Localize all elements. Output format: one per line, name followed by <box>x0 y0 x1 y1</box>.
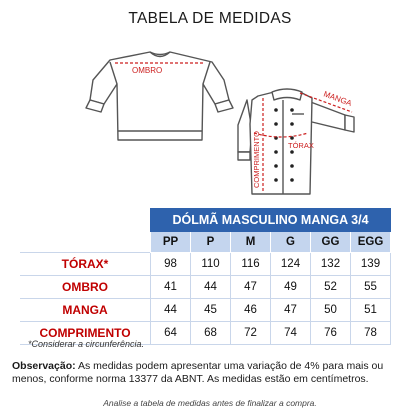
size-header-egg: EGG <box>351 232 391 253</box>
torax-label: TÓRAX <box>288 141 314 150</box>
observation-text <box>12 360 412 386</box>
table-cell: 124 <box>271 253 311 276</box>
table-cell: 74 <box>271 322 311 345</box>
footnote: *Considerar a circunferência. <box>28 339 145 349</box>
table-cell: 47 <box>231 276 271 299</box>
manga-label: MANGA <box>322 89 353 108</box>
table-cell: 68 <box>191 322 231 345</box>
table-row-ombro <box>20 276 391 299</box>
table-cell: 44 <box>151 299 191 322</box>
row-label: TÓRAX* <box>20 253 151 276</box>
size-header-pp: PP <box>151 232 191 253</box>
ombro-label: OMBRO <box>132 66 163 75</box>
observation-body: As medidas podem apresentar uma variação de 4% para mais ou menos, conforme norma 13377 da ABNT. As medidas estão em centímetros. <box>12 360 384 385</box>
table-cell: 98 <box>151 253 191 276</box>
size-header-g: G <box>271 232 311 253</box>
page-title: TABELA DE MEDIDAS <box>128 10 292 27</box>
size-header-gg: GG <box>311 232 351 253</box>
table-cell: 44 <box>191 276 231 299</box>
table-title: DÓLMÃ MASCULINO MANGA 3/4 <box>151 209 391 232</box>
row-label: MANGA <box>20 299 151 322</box>
size-header-row <box>20 232 391 253</box>
table-cell: 52 <box>311 276 351 299</box>
row-label: OMBRO <box>20 276 151 299</box>
table-cell: 50 <box>311 299 351 322</box>
table-cell: 132 <box>311 253 351 276</box>
size-table <box>20 208 391 345</box>
table-cell: 64 <box>151 322 191 345</box>
table-cell: 110 <box>191 253 231 276</box>
table-cell: 139 <box>351 253 391 276</box>
garment-diagram <box>0 0 420 205</box>
table-cell: 41 <box>151 276 191 299</box>
table-cell: 49 <box>271 276 311 299</box>
table-cell: 55 <box>351 276 391 299</box>
row-label: COMPRIMENTO <box>20 322 151 345</box>
table-cell: 45 <box>191 299 231 322</box>
table-cell: 72 <box>231 322 271 345</box>
table-cell: 78 <box>351 322 391 345</box>
table-cell: 76 <box>311 322 351 345</box>
table-cell: 51 <box>351 299 391 322</box>
size-header-m: M <box>231 232 271 253</box>
comprimento-label: COMPRIMENTO <box>252 131 261 188</box>
table-row-torax <box>20 253 391 276</box>
size-header-p: P <box>191 232 231 253</box>
table-cell: 116 <box>231 253 271 276</box>
table-cell: 46 <box>231 299 271 322</box>
observation-label: Observação: <box>12 360 76 372</box>
table-corner <box>20 209 151 232</box>
bottom-note: Analise a tabela de medidas antes de finalizar a compra. <box>103 398 317 408</box>
table-row-manga <box>20 299 391 322</box>
table-cell: 47 <box>271 299 311 322</box>
